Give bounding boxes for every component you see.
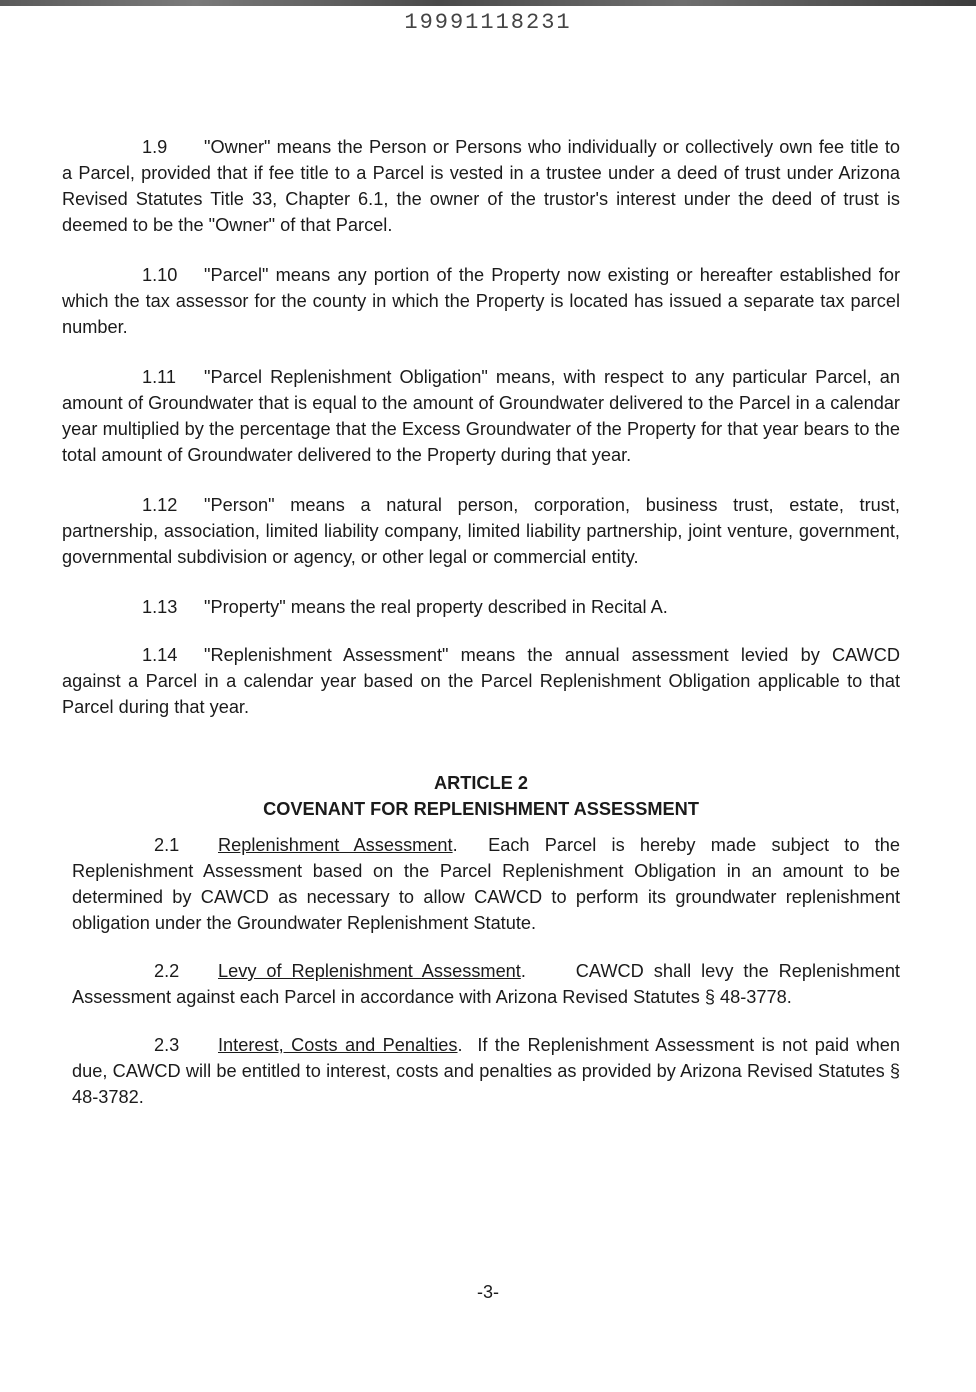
definition-text: "Parcel Replenishment Obligation" means, with respect to any particular Parcel, an amount of Groundwater that is equal to the amount of Groundwater delivered to the Parcel in a calendar year multiplied by the percentage that the Excess Groundwater of the Property for that year bears to the total amount of Groundwater delivered to the Property during that year. bbox=[62, 367, 900, 465]
document-body bbox=[62, 134, 900, 1132]
definition-number: 1.14 bbox=[142, 645, 178, 665]
section-text: Each Parcel is hereby made subject to the Replenishment Assessment based on the Parcel Replenishment Obligation in an amount to be determined by CAWCD as necessary to allow CAWCD to perform its groundwater replenishment obligation under the Groundwater Replenishment Statute. bbox=[72, 835, 900, 933]
section-caption: Replenishment Assessment bbox=[218, 835, 453, 855]
section-2-1: 2.1 Replenishment Assessment. Each Parcel is hereby made subject to the Replenishment Assessment based on the Parcel Replenishment Obligation in an amount to be determined by CAWCD as necessary to allow CAWCD to perform its groundwater replenishment obligation under the Groundwater Replenishment Statute. bbox=[62, 832, 900, 936]
definition-number: 1.13 bbox=[142, 597, 178, 617]
definition-text: "Property" means the real property described in Recital A. bbox=[204, 597, 668, 617]
section-text: If the Replenishment Assessment is not paid when due, CAWCD will be entitled to interest, costs and penalties as provided by Arizona Revised Statutes § 48-3782. bbox=[72, 1035, 900, 1107]
definition-1-9 bbox=[62, 134, 900, 238]
definition-1-13 bbox=[62, 594, 900, 620]
page-number: -3- bbox=[477, 1282, 499, 1302]
definition-text: "Parcel" means any portion of the Property now existing or hereafter established for which the tax assessor for the county in which the Property is located has issued a separate tax parcel number. bbox=[62, 265, 900, 337]
definition-text: "Person" means a natural person, corporation, business trust, estate, trust, partnership, association, limited liability company, limited liability partnership, joint venture, government, governmental subdivision or agency, or other legal or commercial entity. bbox=[62, 495, 900, 567]
article-title: ARTICLE 2 bbox=[434, 773, 528, 793]
section-caption: Levy of Replenishment Assessment bbox=[218, 961, 521, 981]
definition-number: 1.12 bbox=[142, 495, 178, 515]
section-2-2: 2.2 Levy of Replenishment Assessment. CAWCD shall levy the Replenishment Assessment against each Parcel in accordance with Arizona Revised Statutes § 48-3778. bbox=[62, 958, 900, 1010]
definition-number: 1.11 bbox=[142, 367, 177, 387]
scan-edge bbox=[0, 0, 976, 6]
definition-number: 1.9 bbox=[142, 137, 168, 157]
definition-1-14 bbox=[62, 642, 900, 720]
section-caption: Interest, Costs and Penalties bbox=[218, 1035, 458, 1055]
definition-1-11 bbox=[62, 364, 900, 468]
section-number: 2.1 bbox=[154, 835, 180, 855]
section-2-3: 2.3 Interest, Costs and Penalties. If the Replenishment Assessment is not paid when due, CAWCD will be entitled to interest, costs and penalties as provided by Arizona Revised Statutes § 48-3782. bbox=[62, 1032, 900, 1110]
definition-text: "Owner" means the Person or Persons who individually or collectively own fee title to a Parcel, provided that if fee title to a Parcel is vested in a trustee under a deed of trust under Arizona Revised Statutes Title 33, Chapter 6.1, the owner of the trustor's interest under the deed of trust is deemed to be the "Owner" of that Parcel. bbox=[62, 137, 900, 235]
section-number: 2.3 bbox=[154, 1035, 180, 1055]
section-text: CAWCD shall levy the Replenishment Assessment against each Parcel in accordance with Arizona Revised Statutes § 48-3778. bbox=[72, 961, 900, 1007]
article-subtitle: COVENANT FOR REPLENISHMENT ASSESSMENT bbox=[263, 799, 699, 819]
definition-text: "Replenishment Assessment" means the annual assessment levied by CAWCD against a Parcel in a calendar year based on the Parcel Replenishment Obligation applicable to that Parcel during that year. bbox=[62, 645, 900, 717]
recording-number: 19991118231 bbox=[404, 10, 572, 35]
section-number: 2.2 bbox=[154, 961, 180, 981]
definition-1-12 bbox=[62, 492, 900, 570]
definition-number: 1.10 bbox=[142, 265, 178, 285]
article-heading bbox=[62, 770, 900, 822]
definition-1-10 bbox=[62, 262, 900, 340]
